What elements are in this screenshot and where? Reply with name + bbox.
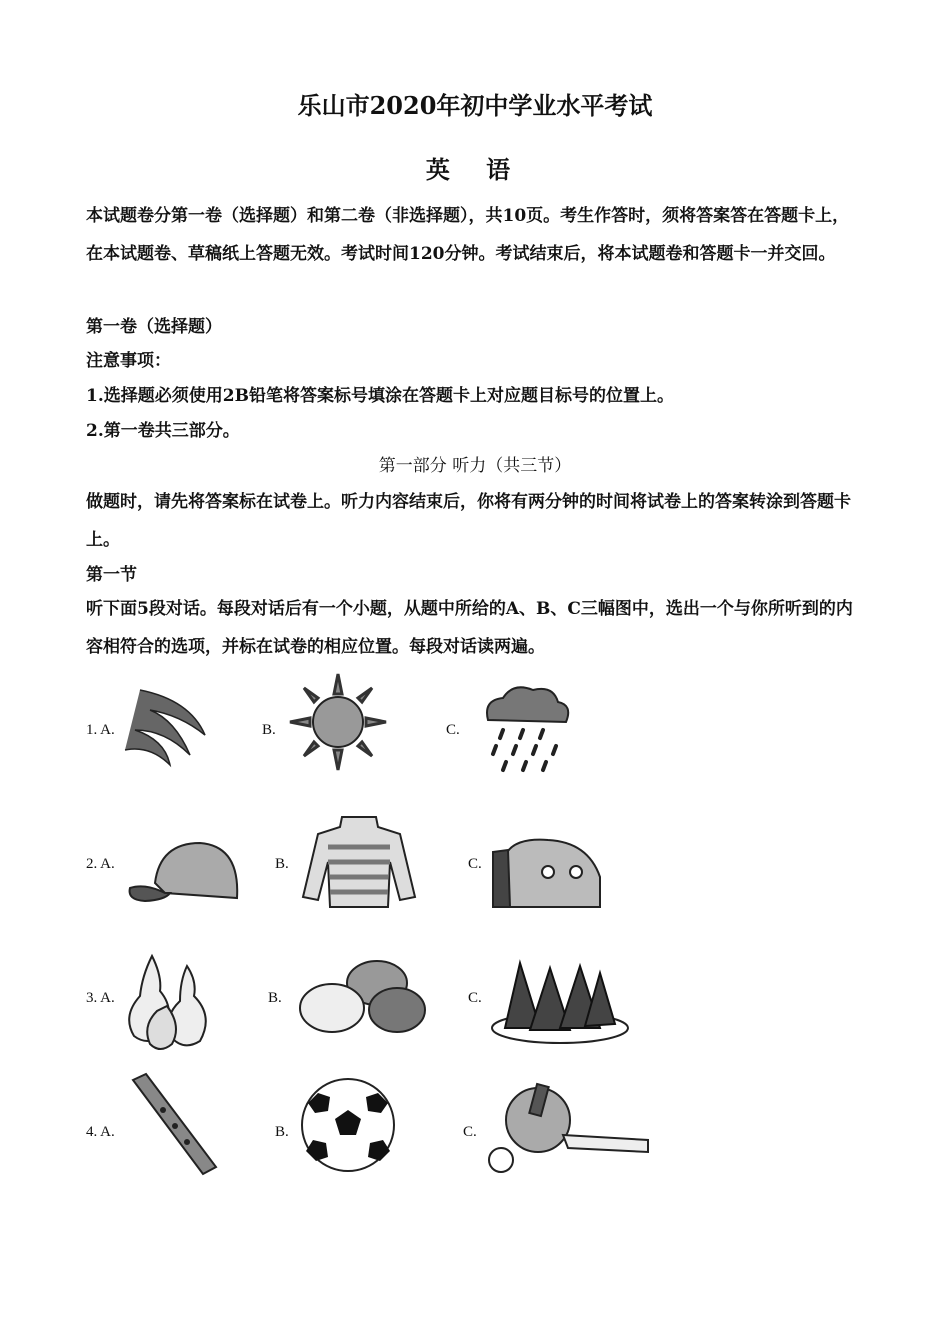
football-icon (298, 1075, 398, 1175)
q2-option-a: 2. A. (86, 856, 115, 872)
part1-heading: 第一部分 听力（共三节） (378, 456, 572, 476)
part1-instructions: 做题时，请先将答案标在试卷上。听力内容结束后，你将有两分钟的时间将试卷上的答案转涂到答题卡上。 (86, 492, 851, 550)
rain-cloud-icon (478, 680, 573, 775)
notice-heading: 注意事项： (86, 351, 171, 371)
flute-icon (128, 1072, 223, 1182)
q3-option-b: B. (268, 990, 282, 1006)
exam-title: 乐山市2020年初中学业水平考试 (297, 91, 653, 120)
intro-text: 本试题卷分第一卷（选择题）和第二卷（非选择题），共10页。考生作答时，须将答案答在答题卡上，在本试题卷、草稿纸上答题无效。考试时间120分钟。考试结束后，将本试题卷和答题卡一并交回。 (86, 206, 850, 264)
q4-option-b: B. (275, 1124, 289, 1140)
subject-title: 英 语 (425, 155, 525, 184)
ping-pong-paddle-icon (483, 1080, 653, 1175)
eggs-icon (292, 958, 432, 1038)
q3-option-c: C. (468, 990, 482, 1006)
sun-icon (288, 672, 388, 772)
section1-instructions: 听下面5段对话。每段对话后有一个小题，从题中所给的A、B、C三幅图中，选出一个与你所听到的内容相符合的选项，并标在试卷的相应位置。每段对话读两遍。 (86, 599, 853, 657)
q1-option-c: C. (446, 722, 460, 738)
notice-item-1: 1.选择题必须使用2B铅笔将答案标号填涂在答题卡上对应题目标号的位置上。 (86, 386, 674, 406)
backpack-icon (488, 832, 608, 912)
cap-icon (125, 838, 243, 908)
q1-option-a: 1. A. (86, 722, 115, 738)
q1-option-b: B. (262, 722, 276, 738)
section1-heading: 第一节 (86, 565, 137, 585)
sweater-icon (300, 812, 418, 912)
pears-icon (122, 946, 217, 1056)
notice-item-2: 2.第一卷共三部分。 (86, 421, 240, 441)
q4-option-a: 4. A. (86, 1124, 115, 1140)
wind-icon (120, 680, 215, 770)
q2-option-c: C. (468, 856, 482, 872)
q4-option-c: C. (463, 1124, 477, 1140)
q3-option-a: 3. A. (86, 990, 115, 1006)
volume-heading: 第一卷（选择题） (86, 317, 222, 337)
q2-option-b: B. (275, 856, 289, 872)
zongzi-icon (490, 948, 632, 1048)
